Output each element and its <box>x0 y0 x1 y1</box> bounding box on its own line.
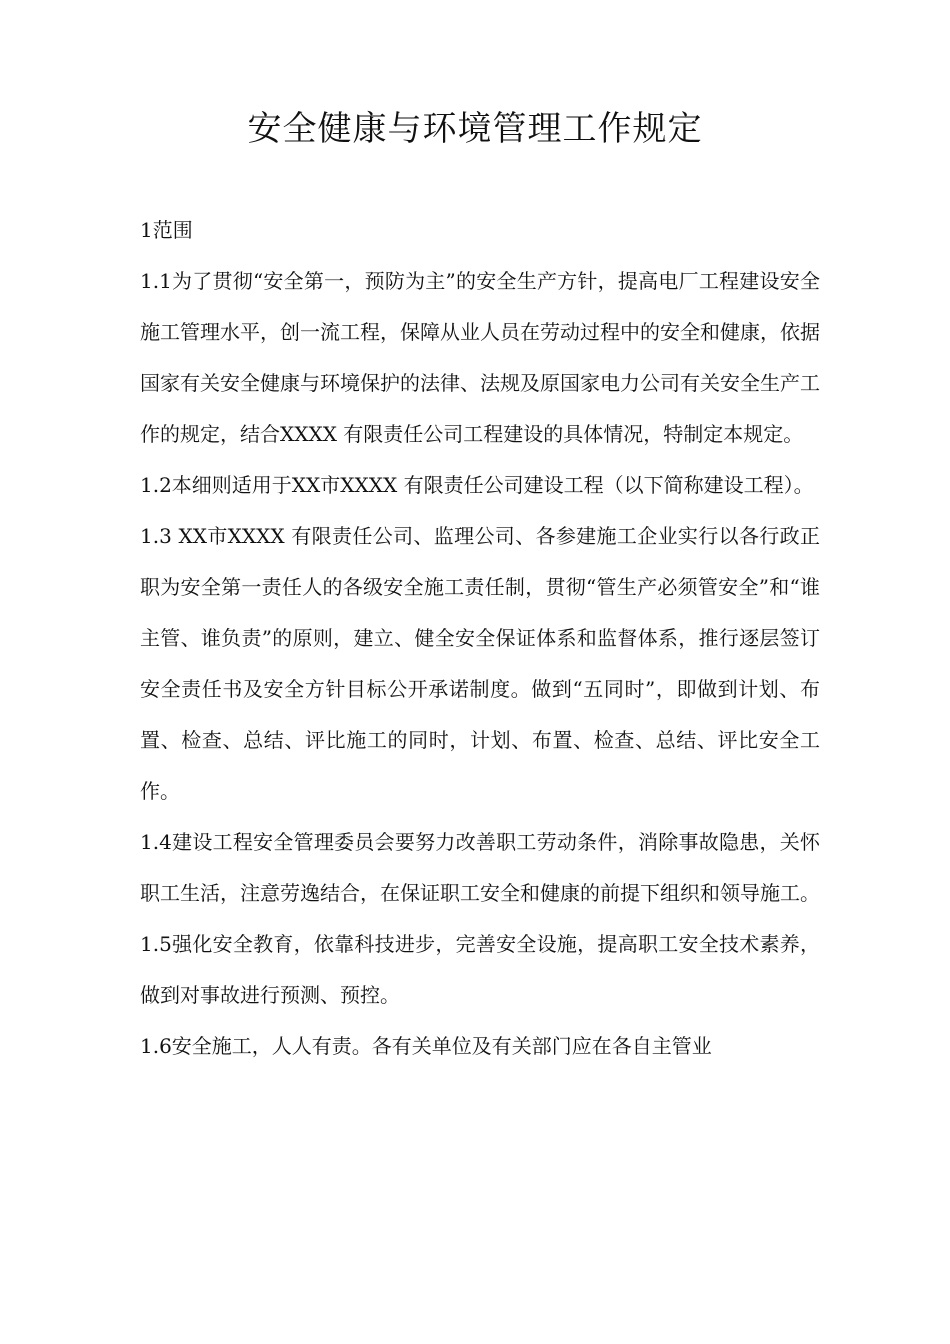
clause-1-5: 1.5强化安全教育，依靠科技进步，完善安全设施，提高职工安全技术素养，做到对事故进行预测、预控。 <box>140 932 820 1007</box>
clause-1-3: 1.3 XX市XXXX 有限责任公司、监理公司、各参建施工企业实行以各行政正职为安全第一责任人的各级安全施工责任制，贯彻“管生产必须管安全”和“谁主管、谁负责”的原则，建立、健全安全保证体系和监督体系，推行逐层签订安全责任书及安全方针目标公开承诺制度。做到“五同时”，即做到计划、布置、检查、总结、评比施工的同时，计划、布置、检查、总结、评比安全工作。 <box>140 524 820 803</box>
clause-1-4: 1.4建设工程安全管理委员会要努力改善职工劳动条件，消除事故隐患，关怀职工生活，注意劳逸结合，在保证职工安全和健康的前提下组织和领导施工。 <box>140 830 820 905</box>
document-title: 安全健康与环境管理工作规定 <box>247 109 703 149</box>
clause-1-2: 1.2本细则适用于XX市XXXX 有限责任公司建设工程（以下简称建设工程）。 <box>140 473 814 497</box>
clause-1-6: 1.6安全施工，人人有责。各有关单位及有关部门应在各自主管业 <box>140 1034 712 1058</box>
clause-1-1: 1.1为了贯彻“安全第一，预防为主”的安全生产方针，提高电厂工程建设安全施工管理水平，创一流工程，保障从业人员在劳动过程中的安全和健康，依据国家有关安全健康与环境保护的法律、法规及原国家电力公司有关安全生产工作的规定，结合XXXX 有限责任公司工程建设的具体情况，特制定本规定。 <box>140 269 820 446</box>
section-heading-scope: 1范围 <box>140 218 193 242</box>
document-body <box>140 205 820 1072</box>
